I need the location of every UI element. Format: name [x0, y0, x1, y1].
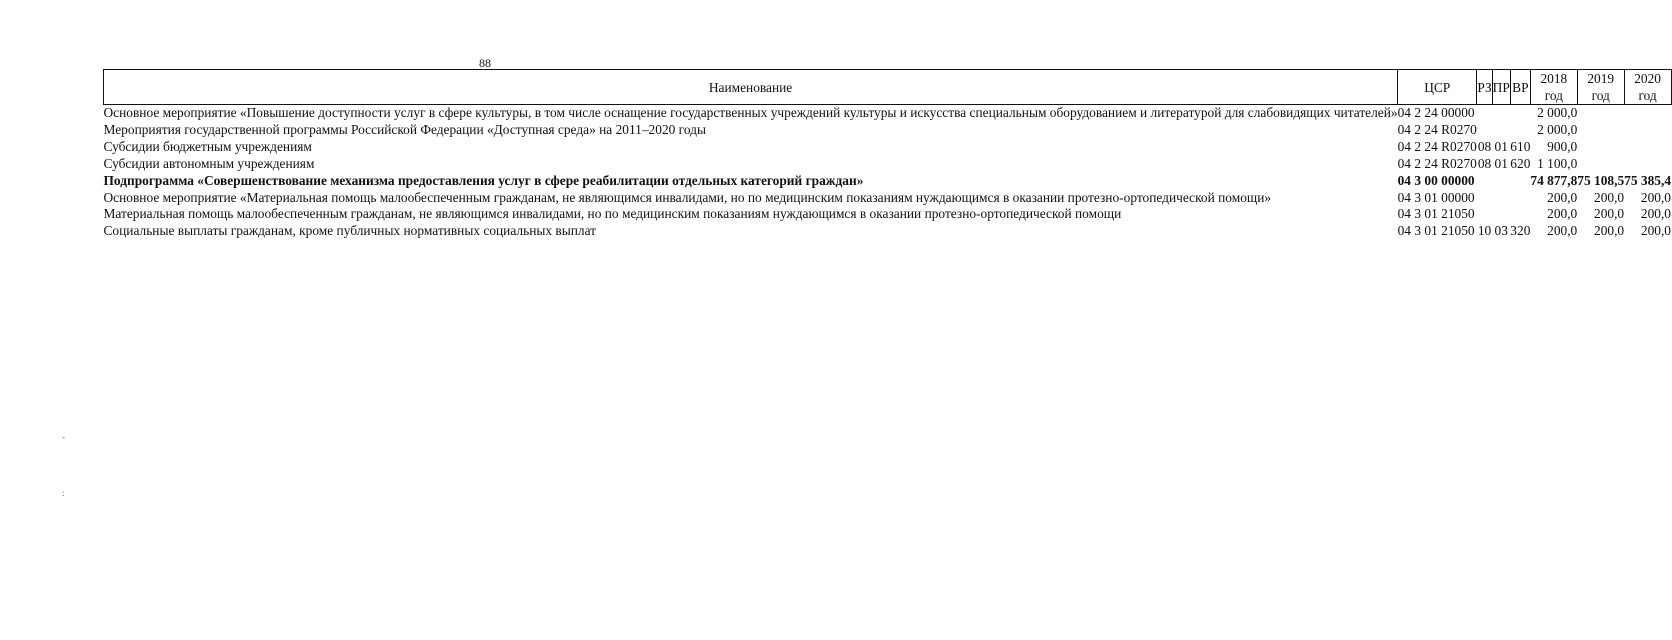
- row-2020: [1624, 105, 1671, 122]
- header-vr: ВР: [1510, 70, 1530, 105]
- row-2019: 200,0: [1594, 189, 1625, 205]
- row-vr: [1510, 190, 1530, 207]
- budget-table: [103, 69, 1672, 240]
- row-csr: 04 2 24 R0270: [1397, 138, 1477, 154]
- table-header-row: [104, 70, 1672, 105]
- row-vr: [1510, 173, 1530, 190]
- header-2020: 2020 год: [1624, 70, 1671, 105]
- table-row: [104, 206, 1672, 223]
- header-pr: ПР: [1492, 70, 1510, 105]
- row-vr: 320: [1510, 223, 1531, 239]
- row-pr: [1492, 206, 1510, 223]
- row-2018: 200,0: [1547, 206, 1578, 222]
- row-rz: [1477, 122, 1492, 139]
- row-2020: 200,0: [1640, 206, 1672, 222]
- row-vr: [1510, 122, 1530, 139]
- row-name: Мероприятия государственной программы Российской Федерации «Доступная среда» на 2011–2020 годы: [103, 121, 706, 137]
- table-row: [104, 105, 1672, 122]
- row-pr: [1492, 190, 1510, 207]
- row-2018: 74 877,8: [1530, 172, 1578, 188]
- row-2020: 75 385,4: [1624, 172, 1672, 188]
- row-2018: 200,0: [1547, 223, 1578, 239]
- row-vr: [1510, 105, 1530, 122]
- row-rz: 08: [1477, 155, 1492, 171]
- row-pr: [1492, 105, 1510, 122]
- row-csr: 04 3 01 21050: [1397, 206, 1475, 222]
- page-number: 88: [479, 56, 491, 70]
- row-2018: 200,0: [1547, 189, 1578, 205]
- row-pr: 01: [1494, 155, 1508, 171]
- header-2019: 2019 год: [1577, 70, 1624, 105]
- row-2019: 200,0: [1594, 223, 1625, 239]
- header-rz: РЗ: [1477, 70, 1492, 105]
- row-pr: [1492, 122, 1510, 139]
- row-rz: [1477, 173, 1492, 190]
- row-vr: [1510, 206, 1530, 223]
- row-2018: 900,0: [1547, 138, 1578, 154]
- row-name: Социальные выплаты гражданам, кроме публичных нормативных социальных выплат: [103, 223, 597, 239]
- row-rz: [1477, 190, 1492, 207]
- row-csr: 04 3 01 00000: [1397, 189, 1475, 205]
- row-2019: [1577, 139, 1624, 156]
- header-csr: ЦСР: [1398, 70, 1477, 105]
- row-csr: 04 3 00 00000: [1397, 172, 1475, 188]
- row-csr: 04 2 24 R0270: [1397, 121, 1477, 137]
- table-row: [104, 156, 1672, 173]
- header-2018: 2018 год: [1530, 70, 1577, 105]
- row-vr: 610: [1510, 138, 1531, 154]
- table-row: [104, 223, 1672, 240]
- row-name: Подпрограмма «Совершенствование механизма предоставления услуг в сфере реабилитации отдельных категорий граждан»: [103, 172, 864, 188]
- table-row: [104, 122, 1672, 139]
- row-csr: 04 3 01 21050: [1397, 223, 1475, 239]
- table-row: [104, 173, 1672, 190]
- row-rz: 10: [1477, 223, 1492, 239]
- row-2020: [1624, 122, 1671, 139]
- row-pr: [1492, 173, 1510, 190]
- row-2020: [1624, 156, 1671, 173]
- row-csr: 04 2 24 R0270: [1397, 155, 1477, 171]
- row-2018: 2 000,0: [1537, 105, 1578, 120]
- row-vr: 620: [1510, 155, 1531, 171]
- row-2019: 75 108,5: [1577, 172, 1625, 188]
- table-row: [104, 190, 1672, 207]
- row-2019: [1577, 156, 1624, 173]
- scan-artifact: -: [62, 432, 65, 442]
- row-rz: [1477, 105, 1492, 122]
- row-rz: 08: [1477, 138, 1492, 154]
- row-csr: 04 2 24 00000: [1397, 105, 1475, 120]
- row-2019: [1577, 122, 1624, 139]
- row-2019: [1577, 105, 1624, 122]
- row-2018: 2 000,0: [1537, 121, 1578, 137]
- table-row: [104, 139, 1672, 156]
- scan-artifact: :: [62, 488, 65, 498]
- row-rz: [1477, 206, 1492, 223]
- table-body: [104, 105, 1672, 241]
- row-2020: [1624, 139, 1671, 156]
- row-2019: 200,0: [1594, 206, 1625, 222]
- row-name: Материальная помощь малообеспеченным гражданам, не являющимся инвалидами, но по медицинским показаниям нуждающимся в оказании протезно-ортопедической помощи: [103, 206, 1122, 222]
- row-2018: 1 100,0: [1537, 155, 1578, 171]
- row-2020: 200,0: [1640, 189, 1672, 205]
- row-2020: 200,0: [1640, 223, 1672, 239]
- row-name: Основное мероприятие «Повышение доступности услуг в сфере культуры, в том числе оснащение государственных учреждений культуры и искусства специальным оборудованием и литературой для слабовидящих читателей»: [103, 105, 1398, 120]
- row-name: Субсидии автономным учреждениям: [103, 155, 315, 171]
- row-name: Основное мероприятие «Материальная помощь малообеспеченным гражданам, не являющимся инвалидами, но по медицинским показаниям нуждающимся в оказании протезно-ортопедической помощи»: [103, 189, 1272, 205]
- row-name: Субсидии бюджетным учреждениям: [103, 138, 312, 154]
- row-pr: 01: [1494, 138, 1508, 154]
- row-pr: 03: [1494, 223, 1508, 239]
- header-name: Наименование: [104, 70, 1398, 105]
